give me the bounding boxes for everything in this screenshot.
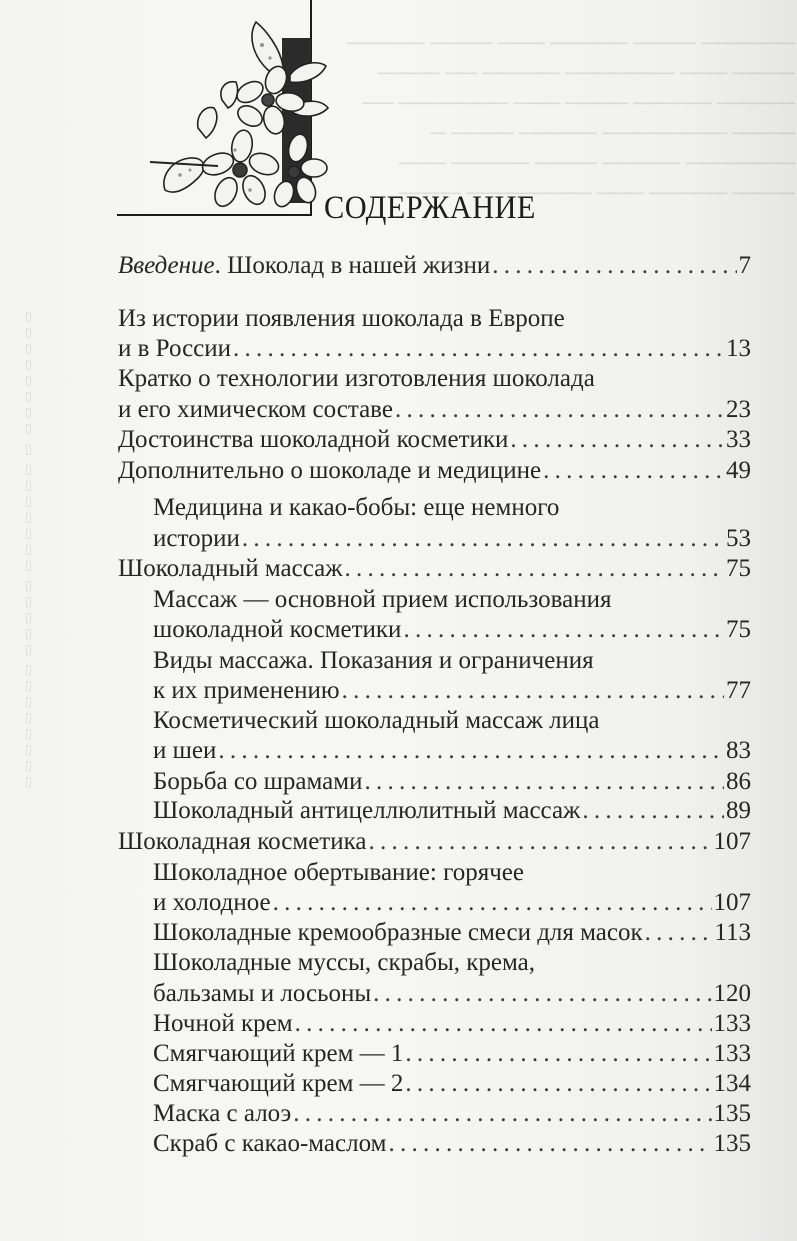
leader-dots	[344, 555, 724, 583]
page-number: 49	[726, 457, 751, 484]
leader-dots	[492, 252, 736, 280]
toc-entry[interactable]	[153, 1010, 751, 1038]
page-number: 7	[738, 252, 751, 279]
toc-entry-title: Кратко о технологии изготовления шоколада	[118, 365, 595, 392]
toc-entry-title: и холодное	[153, 889, 271, 916]
flower-ornament-icon	[0, 0, 330, 232]
toc-entry-prefix: Введение	[118, 252, 215, 279]
toc-entry-title: Массаж — основной прием использования	[153, 586, 612, 613]
spine-bleed-text: ▯▯▯▯▯▯▯▯ ▯▯▯▯▯ ▯▯▯▯▯▯▯ ▯ ▯▯▯▯▯▯▯▯	[20, 309, 35, 790]
leader-dots	[295, 1010, 712, 1038]
toc-entry[interactable]	[153, 919, 751, 947]
toc-entry[interactable]	[118, 396, 751, 424]
leader-dots	[364, 768, 724, 796]
toc-entry-line[interactable]	[153, 494, 751, 522]
toc-entry[interactable]	[153, 1130, 751, 1158]
toc-entry[interactable]	[118, 457, 751, 485]
page-number: 107	[713, 889, 751, 916]
leader-dots	[218, 737, 724, 765]
toc-entry[interactable]	[153, 737, 751, 765]
page-number: 75	[726, 616, 751, 643]
leader-dots	[543, 457, 724, 485]
toc-entry-title: Из истории появления шоколада в Европе	[118, 305, 565, 332]
leader-dots	[342, 677, 724, 705]
toc-entry-title: к их применению	[153, 677, 340, 704]
page-number: 23	[726, 396, 751, 423]
toc-entry-line[interactable]	[153, 707, 751, 735]
toc-entry[interactable]	[118, 426, 751, 454]
page-number: 135	[713, 1100, 751, 1127]
leader-dots	[242, 525, 724, 553]
leader-dots	[645, 919, 713, 947]
leader-dots	[368, 828, 711, 856]
toc-entry-line[interactable]	[118, 305, 751, 333]
page-number: 33	[726, 426, 751, 453]
toc-entry-title: Смягчающий крем — 2	[153, 1070, 404, 1097]
page-number: 120	[713, 980, 751, 1007]
flower-corner-ornament	[0, 0, 330, 230]
toc-entry-title: Ночной крем	[153, 1010, 293, 1037]
toc-entry-title: Дополнительно о шоколаде и медицине	[118, 457, 542, 484]
toc-entry-line[interactable]	[153, 859, 751, 887]
toc-entry[interactable]	[118, 252, 751, 280]
toc-entry-title: . Шоколад в нашей жизни	[214, 252, 491, 279]
toc-entry[interactable]	[153, 980, 751, 1008]
toc-entry-title: Шоколадный массаж	[118, 555, 343, 582]
page-number: 77	[726, 677, 751, 704]
toc-entry-title: и шеи	[153, 737, 217, 764]
page-number: 83	[726, 737, 751, 764]
toc-entry-title: истории	[153, 525, 240, 552]
toc-entry-title: Маска с алоэ	[153, 1100, 292, 1127]
toc-entry[interactable]	[153, 1070, 751, 1098]
toc-entry-title: и в России	[118, 335, 232, 362]
toc-entry-title: Косметический шоколадный массаж лица	[153, 707, 600, 734]
leader-dots	[395, 396, 724, 424]
bleed-through-text: ────── ──── ───── ─── ──── ───── ──── ─── ─────── ───── ── ──── ───── ───── ──── ─── ─────── ── ──── ──────── ───── ──── ─ ─────── ───── ──── ───── ─── ──── ───── ─── ──────── ────	[346, 30, 795, 205]
toc-entry[interactable]	[153, 1040, 751, 1068]
toc-entry-title: Борьба со шрамами	[153, 768, 363, 795]
toc-entry[interactable]	[153, 1100, 751, 1128]
toc-entry[interactable]	[153, 889, 751, 917]
toc-entry-line[interactable]	[153, 647, 751, 675]
toc-entry-title: Виды массажа. Показания и ограничения	[153, 647, 594, 674]
leader-dots	[373, 980, 711, 1008]
toc-entry[interactable]	[118, 828, 751, 856]
toc-entry-title: Скраб с какао-маслом	[153, 1130, 387, 1157]
page-number: 107	[713, 828, 751, 855]
page-number: 53	[726, 525, 751, 552]
leader-dots	[403, 616, 724, 644]
toc-entry-line[interactable]	[153, 586, 751, 614]
toc-entry[interactable]	[153, 616, 751, 644]
toc-entry[interactable]	[153, 768, 751, 796]
toc-entry-title: и его химическом составе	[118, 396, 393, 423]
toc-entry-title: Медицина и какао-бобы: еще немного	[153, 494, 560, 521]
leader-dots	[582, 797, 724, 825]
page-number: 113	[714, 919, 751, 946]
leader-dots	[273, 889, 712, 917]
leader-dots	[510, 426, 724, 454]
toc-entry[interactable]	[118, 555, 751, 583]
leader-dots	[233, 335, 724, 363]
leader-dots	[293, 1100, 711, 1128]
toc-entry-title: Шоколадные кремообразные смеси для масок	[153, 919, 643, 946]
toc-entry-line[interactable]	[118, 365, 751, 393]
leader-dots	[388, 1130, 711, 1158]
leader-dots	[405, 1040, 711, 1068]
toc-entry-title: Шоколадная косметика	[118, 828, 367, 855]
toc-entry-line[interactable]	[153, 949, 751, 977]
toc-entry-title: Шоколадный антицеллюлитный массаж	[153, 797, 581, 824]
page-title: СОДЕРЖАНИЕ	[324, 190, 536, 226]
toc-entry-title: Шоколадные муссы, скрабы, крема,	[153, 949, 535, 976]
toc-entry-title: шоколадной косметики	[153, 616, 402, 643]
toc-entry[interactable]	[153, 797, 751, 825]
page-number: 75	[726, 555, 751, 582]
toc-entry[interactable]	[118, 335, 751, 363]
page-number: 133	[713, 1010, 751, 1037]
toc-entry-title: бальзамы и лосьоны	[153, 980, 372, 1007]
page-number: 133	[713, 1040, 751, 1067]
toc-entry-title: Смягчающий крем — 1	[153, 1040, 404, 1067]
page-number: 134	[713, 1070, 751, 1097]
page-number: 89	[726, 797, 751, 824]
leader-dots	[405, 1070, 711, 1098]
toc-entry[interactable]	[153, 677, 751, 705]
toc-entry[interactable]	[153, 525, 751, 553]
toc-entry-title: Достоинства шоколадной косметики	[118, 426, 509, 453]
page-number: 135	[713, 1130, 751, 1157]
page-number: 86	[726, 768, 751, 795]
toc-entry-title: Шоколадное обертывание: горячее	[153, 859, 524, 886]
page-number: 13	[726, 335, 751, 362]
